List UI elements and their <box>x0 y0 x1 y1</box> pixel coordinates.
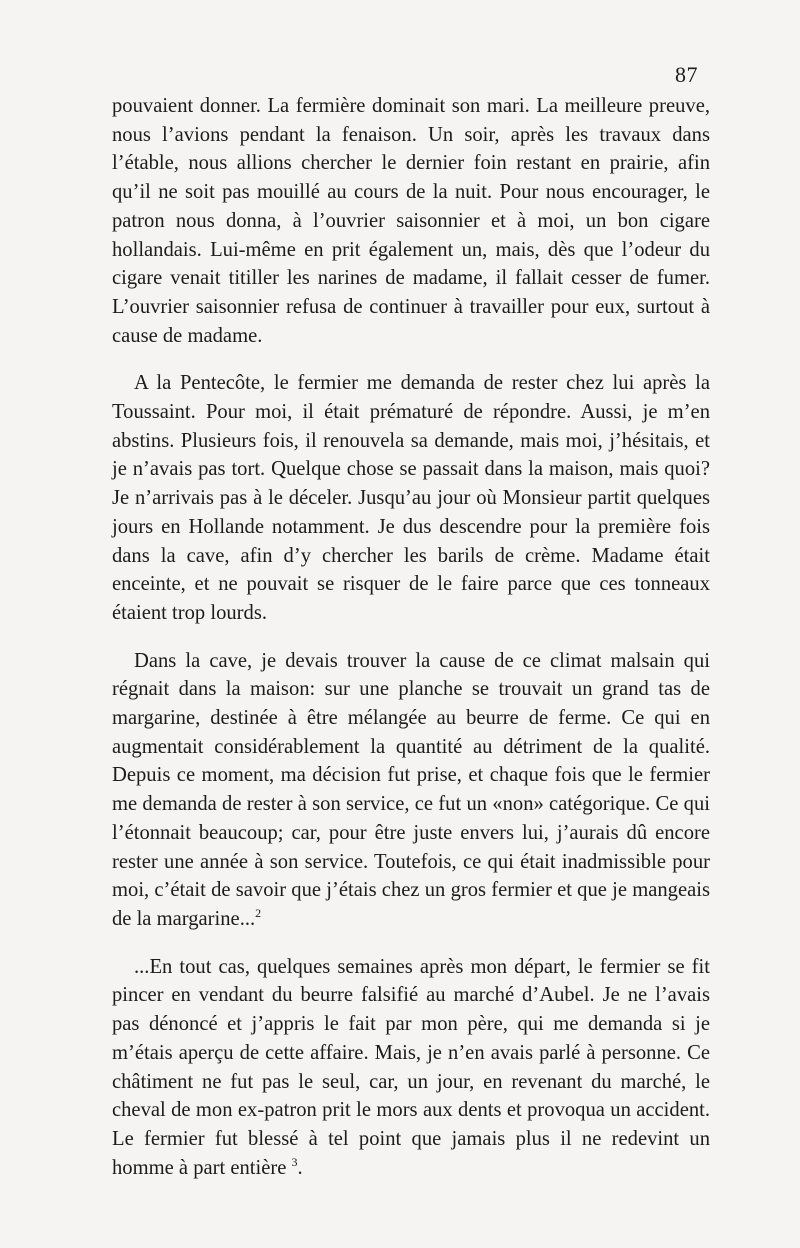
paragraph-3-text: Dans la cave, je devais trouver la cause de ce climat malsain qui régnait dans la maison: sur une planche se trouvait un grand tas de margarine, destinée à être mélangée au beurre de ferme. Ce qui en augmentait considérablement la quantité au détriment de la qualité. Depuis ce moment, ma décision fut prise, et chaque fois que le fermier me demanda de rester à son service, ce fut un «non» catégorique. Ce qui l’étonnait beaucoup; car, pour être juste envers lui, j’aurais dû encore rester une année à son service. Toutefois, ce qui était inadmissible pour moi, c’était de savoir que j’étais chez un gros fermier et que je mangeais de la margarine... <box>112 649 710 930</box>
paragraph-4-text: ...En tout cas, quelques semaines après mon départ, le fermier se fit pincer en vendant du beurre falsifié au marché d’Aubel. Je ne l’avais pas dénoncé et j’appris le fait par mon père, qui me demanda si je m’étais aperçu de cette affaire. Mais, je n’en avais parlé à personne. Ce châtiment ne fut pas le seul, car, un jour, en revenant du marché, le cheval de mon ex-patron prit le mors aux dents et provoqua un accident. Le fermier fut blessé à tel point que jamais plus il ne redevint un homme à part entière <box>112 955 710 1179</box>
paragraph-1 <box>112 92 710 350</box>
page-number: 87 <box>675 62 698 87</box>
paragraph-3 <box>112 647 710 934</box>
paragraph-2-text: A la Pentecôte, le fermier me demanda de rester chez lui après la Toussaint. Pour moi, il était prématuré de répondre. Aussi, je m’en abstins. Plusieurs fois, il renouvela sa demande, mais moi, j’hésitais, et je n’avais pas tort. Quelque chose se passait dans la maison, mais quoi? Je n’arrivais pas à le déceler. Jusqu’au jour où Monsieur partit quelques jours en Hollande notamment. Je dus descendre pour la première fois dans la cave, afin d’y chercher les barils de crème. Madame était enceinte, et ne pouvait se risquer de le faire parce que ces tonneaux étaient trop lourds. <box>112 372 710 624</box>
footnote-ref-3: 3 <box>291 1154 298 1169</box>
paragraph-4-end: . <box>297 1156 303 1179</box>
body-text <box>112 92 710 1201</box>
paragraph-4 <box>112 953 710 1183</box>
footnote-ref-2: 2 <box>255 906 262 921</box>
paragraph-2 <box>112 369 710 627</box>
paragraph-1-text: pouvaient donner. La fermière dominait son mari. La meilleure preuve, nous l’avions pendant la fenaison. Un soir, après les travaux dans l’étable, nous allions chercher le dernier foin restant en prairie, afin qu’il ne soit pas mouillé au cours de la nuit. Pour nous encourager, le patron nous donna, à l’ouvrier saisonnier et à moi, un bon cigare hollandais. Lui-même en prit également un, mais, dès que l’odeur du cigare venait titiller les narines de madame, il fallait cesser de fumer. L’ouvrier saisonnier refusa de continuer à travailler pour eux, surtout à cause de madame. <box>112 95 710 347</box>
